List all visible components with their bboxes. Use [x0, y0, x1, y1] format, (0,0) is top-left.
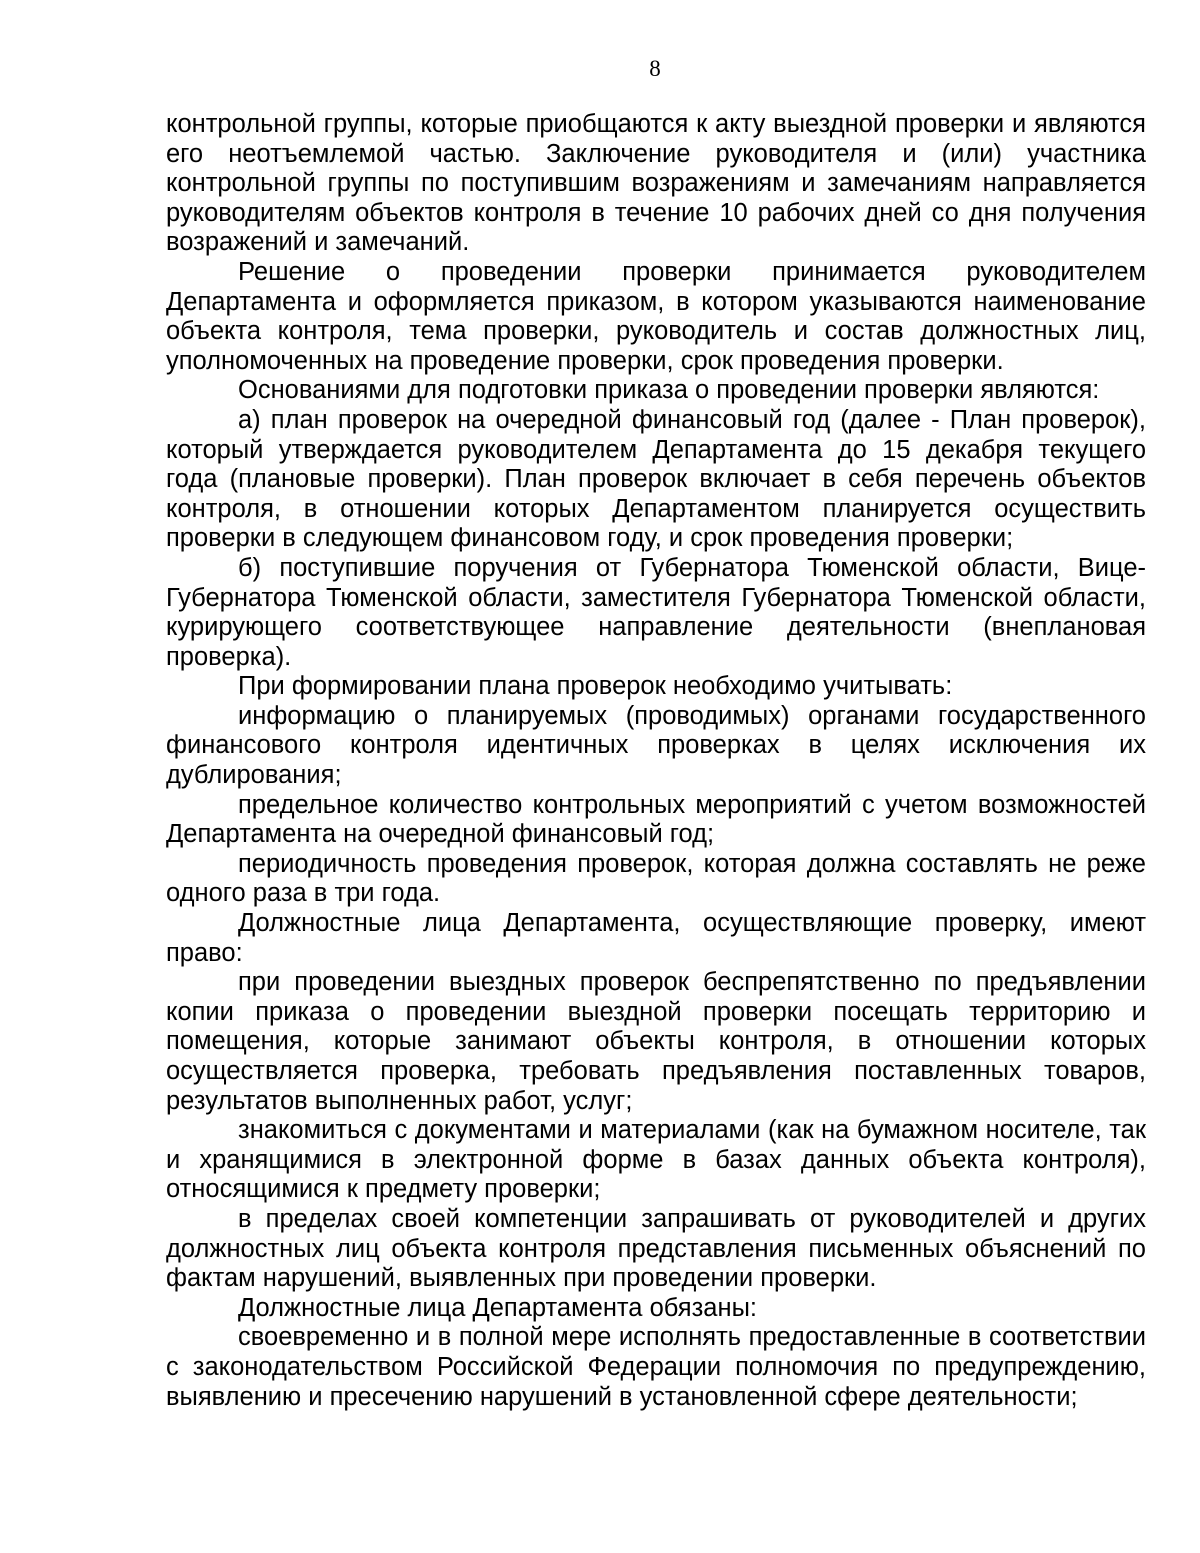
paragraph-information: информацию о планируемых (проводимых) органами государственного финансового контроля идентичных проверках в целях исключения их дублирования; — [166, 701, 1146, 790]
paragraph-explanations: в пределах своей компетенции запрашивать от руководителей и других должностных лиц объекта контроля представления письменных объяснений по фактам нарушений, выявленных при проведении проверки. — [166, 1204, 1146, 1293]
paragraph-item-a: а) план проверок на очередной финансовый год (далее - План проверок), который утверждается руководителем Департамента до 15 декабря текущего года (плановые проверки). План проверок включает в себя перечень объектов контроля, в отношении которых Департаментом планируется осуществить проверки в следующем финансовом году, и срок проведения проверки; — [166, 405, 1146, 553]
paragraph-duties: Должностные лица Департамента обязаны: — [238, 1293, 757, 1322]
paragraph-powers: своевременно и в полной мере исполнять предоставленные в соответствии с законодательством Российской Федерации полномочия по предупреждению, выявлению и пресечению нарушений в установленной сфере деятельности; — [166, 1323, 1146, 1411]
paragraph-documents: знакомиться с документами и материалами (как на бумажном носителе, так и хранящимися в электронной форме в базах данных объекта контроля), относящимися к предмету проверки; — [166, 1116, 1146, 1204]
paragraph-grounds: Основаниями для подготовки приказа о проведении проверки являются: — [238, 376, 1100, 405]
paragraph-continuation: контрольной группы, которые приобщаются к акту выездной проверки и являются его неотъемлемой частью. Заключение руководителя и (или) участника контрольной группы по поступившим возражениям и замечаниям направляется руководителям объектов контроля в течение 10 рабочих дней со дня получения возражений и замечаний. — [166, 110, 1146, 257]
paragraph-rights: Должностные лица Департамента, осуществляющие проверку, имеют право: — [166, 909, 1146, 967]
paragraph-limit: предельное количество контрольных мероприятий с учетом возможностей Департамента на очередной финансовый год; — [166, 790, 1146, 849]
paragraph-decision: Решение о проведении проверки принимается руководителем Департамента и оформляется приказом, в котором указываются наименование объекта контроля, тема проверки, руководитель и состав должностных лиц, уполномоченных на проведение проверки, срок проведения проверки. — [166, 257, 1146, 375]
paragraph-onsite-visits: при проведении выездных проверок беспрепятственно по предъявлении копии приказа о проведении выездной проверки посещать территорию и помещения, которые занимают объекты контроля, в отношении которых осуществляется проверка, требовать предъявления поставленных товаров, результатов выполненных работ, услуг; — [166, 968, 1146, 1115]
paragraph-item-b: б) поступившие поручения от Губернатора Тюменской области, Вице-Губернатора Тюменской области, заместителя Губернатора Тюменской области, курирующего соответствующее направление деятельности (внеплановая проверка). — [166, 553, 1146, 671]
document-body — [166, 110, 1146, 1412]
page-number: 8 — [649, 56, 661, 81]
paragraph-periodicity: периодичность проведения проверок, которая должна составлять не реже одного раза в три года. — [166, 849, 1146, 908]
paragraph-plan-formation: При формировании плана проверок необходимо учитывать: — [238, 672, 953, 701]
